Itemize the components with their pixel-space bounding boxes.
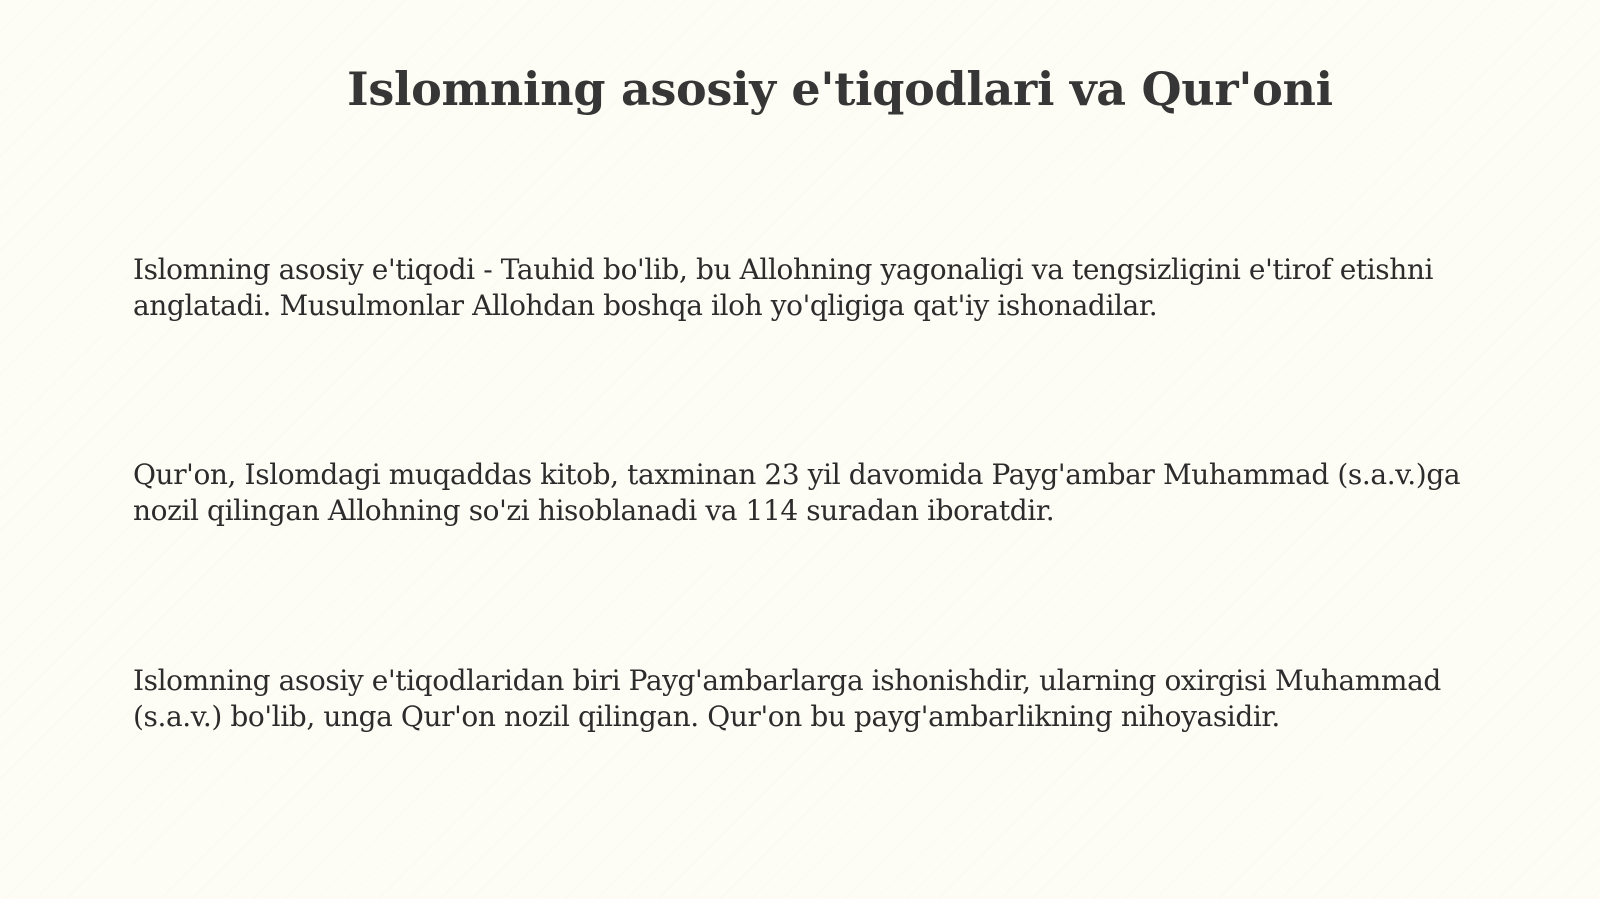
paragraph-prophets: Islomning asosiy e'tiqodlaridan biri Payg'ambarlarga ishonishdir, ularning oxirgisi Muhammad (s.a.v.) bo'lib, unga Qur'on nozil qilingan. Qur'on bu payg'ambarlikning nihoyasidir. — [133, 664, 1441, 733]
paragraph-tauhid: Islomning asosiy e'tiqodi - Tauhid bo'lib, bu Allohning yagonaligi va tengsizligini e'tirof etishni anglatadi. Musulmonlar Allohdan boshqa iloh yo'qligiga qat'iy ishonadilar. — [133, 253, 1434, 322]
slide-title: Islomning asosiy e'tiqodlari va Qur'oni — [347, 62, 1333, 116]
paragraph-quran: Qur'on, Islomdagi muqaddas kitob, taxminan 23 yil davomida Payg'ambar Muhammad (s.a.v.)ga nozil qilingan Allohning so'zi hisoblanadi va 114 suradan iboratdir. — [133, 458, 1461, 527]
